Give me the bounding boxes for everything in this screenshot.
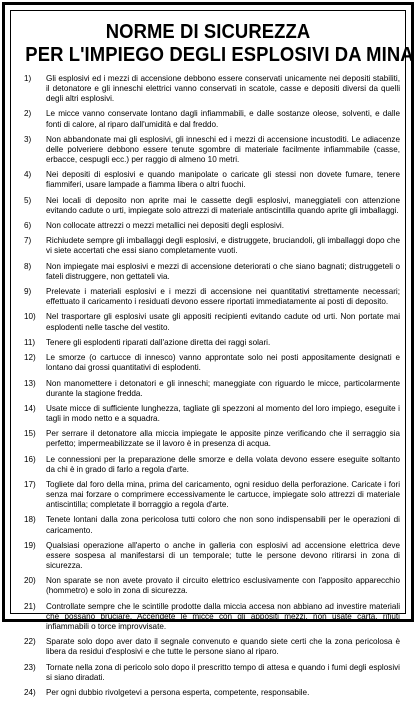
rule-item [24, 404, 400, 424]
rule-text: Sparate solo dopo aver dato il segnale convenuto e quando siete certi che la zona pericolosa è libera da residui d'esplosivi e che tutte le persone siano al riparo. [46, 637, 400, 657]
rule-text: Non sparate se non avete provato il circuito elettrico esclusivamente con l'apposito apparecchio (hommetro) e solo in zona di sicurezza. [46, 576, 400, 596]
rule-text: Non impiegate mai esplosivi e mezzi di accensione deteriorati o che siano bagnati; distruggeteli o fateli distruggere, non gettateli via. [46, 261, 400, 281]
rule-number: 8) [24, 261, 32, 271]
rule-number: 4) [24, 170, 32, 180]
rule-item [24, 262, 400, 282]
rule-item [24, 338, 400, 348]
safety-sign [2, 2, 414, 697]
rule-text: Tenere gli esplodenti riparati dall'azione diretta dei raggi solari. [46, 337, 271, 347]
rule-number: 13) [24, 378, 36, 388]
rules-list [24, 74, 400, 703]
rule-item [24, 312, 400, 332]
rule-number: 19) [24, 540, 36, 550]
rule-text: Per serrare il detonatore alla miccia impiegate le apposite pinze verificando che il serraggio sia perfetto; impermeabilizzate se il lavoro è in presenza di acqua. [46, 429, 400, 449]
rule-number: 24) [24, 687, 36, 697]
rule-item [24, 353, 400, 373]
rule-number: 16) [24, 454, 36, 464]
rule-item [24, 287, 400, 307]
rule-number: 6) [24, 221, 32, 231]
rule-item [24, 196, 400, 216]
rule-text: Per ogni dubbio rivolgetevi a persona esperta, competente, responsabile. [46, 687, 310, 697]
sign-title-line-2: PER L'IMPIEGO DEGLI ESPLOSIVI DA MINA [25, 43, 414, 66]
rule-item [24, 221, 400, 231]
rule-item [24, 541, 400, 571]
rule-text: Non abbandonate mai gli esplosivi, gli inneschi ed i mezzi di accensione incustoditi. Le adiacenze delle polveriere debbono essere tenute sgombre di materiale facilmente infiammabile (casse, erbacce, cespugli ecc.) per raggio di almeno 10 metri. [46, 134, 400, 165]
rule-item [24, 688, 400, 698]
rule-text: Usate micce di sufficiente lunghezza, tagliate gli spezzoni al momento del loro impiego, eseguite i tagli in modo netto e a squadra. [46, 403, 400, 423]
rule-number: 22) [24, 637, 36, 647]
rule-item [24, 515, 400, 535]
rule-text: Nel trasportare gli esplosivi usate gli appositi recipienti evitando cadute od urti. Non portate mai esplodenti nelle tasche del vestito. [46, 312, 400, 332]
rule-item [24, 109, 400, 129]
rule-number: 3) [24, 134, 32, 144]
rule-text: Nei locali di deposito non aprite mai le cassette degli esplosivi, maneggiateli con attenzione evitando cadute o urti, impiegate solo attrezzi di materiale antiscintilla quando aprite gli imballaggi. [46, 195, 400, 215]
rule-number: 23) [24, 662, 36, 672]
rule-text: Richiudete sempre gli imballaggi degli esplosivi, e distruggete, bruciandoli, gli imballaggi dopo che vi siete accertati che essi siano completamente vuoti. [46, 236, 400, 256]
rule-number: 11) [24, 337, 36, 347]
rule-item [24, 576, 400, 596]
rule-text: Non collocate attrezzi o mezzi metallici nei depositi degli esplosivi. [46, 221, 284, 231]
rule-item [24, 379, 400, 399]
rule-number: 5) [24, 195, 32, 205]
rule-text: Nei depositi di esplosivi e quando manipolate o caricate gli stessi non dovete fumare, tenere fiammiferi, usare lampade a fiamma libera o altri fuochi. [46, 170, 400, 190]
rule-number: 18) [24, 515, 36, 525]
rule-text: Controllate sempre che le scintille prodotte dalla miccia accesa non abbiano ad investire materiali che possano bruciare. Accendete le micce con gli appositi mezzi, non usate carta, rifiuti infiammabili o torce improvvisate. [46, 601, 400, 631]
rule-text: Le connessioni per la preparazione delle smorze e della volata devono essere eseguite soltanto da chi è in grado di farlo a regola d'arte. [46, 454, 400, 474]
rule-text: Togliete dal foro della mina, prima del caricamento, ogni residuo della perforazione. Caricate i fori senza mai forzare o comprimere eccessivamente le cartucce, impiegate solo attrezzi di materiale antiscintilla; completate il borraggio a regola d'arte. [46, 480, 400, 510]
rule-item [24, 663, 400, 683]
rule-number: 20) [24, 576, 36, 586]
rule-item [24, 455, 400, 475]
rule-item [24, 637, 400, 657]
rule-item [24, 236, 400, 256]
rule-item [24, 480, 400, 510]
rule-number: 21) [24, 601, 36, 611]
rule-text: Tornate nella zona di pericolo solo dopo il prescritto tempo di attesa e quando i fumi degli esplosivi si siano diradati. [46, 662, 400, 682]
rule-item [24, 602, 400, 632]
rule-item [24, 74, 400, 104]
rule-number: 2) [24, 109, 32, 119]
rule-item [24, 135, 400, 165]
rule-text: Qualsiasi operazione all'aperto o anche in galleria con esplosivi ad accensione elettrica deve essere sospesa al manifestarsi di un temporale; tutte le persone devono ritirarsi in zona di sicurezza. [46, 540, 400, 571]
rule-text: Tenete lontani dalla zona pericolosa tutti coloro che non sono indispensabili per le operazioni di caricamento. [46, 515, 400, 535]
sign-title-line-1: NORME DI SICUREZZA [105, 20, 311, 43]
rule-text: Non manomettere i detonatori e gli inneschi; maneggiate con riguardo le micce, particolarmente durante la stagione fredda. [46, 378, 400, 398]
rule-number: 1) [24, 74, 32, 83]
rule-number: 15) [24, 429, 36, 439]
rule-text: Le micce vanno conservate lontano dagli infiammabili, e dalle sostanze oleose, solventi, e dalle fonti di calore, al riparo dall'umidità e dal freddo. [46, 109, 400, 129]
rule-number: 9) [24, 287, 32, 297]
rule-item [24, 429, 400, 449]
rule-number: 17) [24, 480, 36, 489]
rule-text: Le smorze (o cartucce di innesco) vanno approntate solo nei posti appositamente designati e lontano dai grossi quantitativi di esplodenti. [46, 353, 400, 373]
rule-item [24, 170, 400, 190]
rule-number: 12) [24, 353, 36, 363]
rule-text: Gli esplosivi ed i mezzi di accensione debbono essere conservati unicamente nei depositi stabiliti, il detonatore e gli inneschi elettrici vanno conservati in scatole, casse e depositi diversi da quelli degli altri esplosivi. [46, 74, 400, 104]
rule-text: Prelevate i materiali esplosivi e i mezzi di accensione nei quantitativi strettamente necessari; effettuato il caricamento i residuati devono essere riportati immediatamente ai posti di deposito. [46, 287, 400, 307]
rule-number: 10) [24, 312, 36, 322]
rule-number: 7) [24, 236, 32, 246]
rule-number: 14) [24, 403, 36, 413]
